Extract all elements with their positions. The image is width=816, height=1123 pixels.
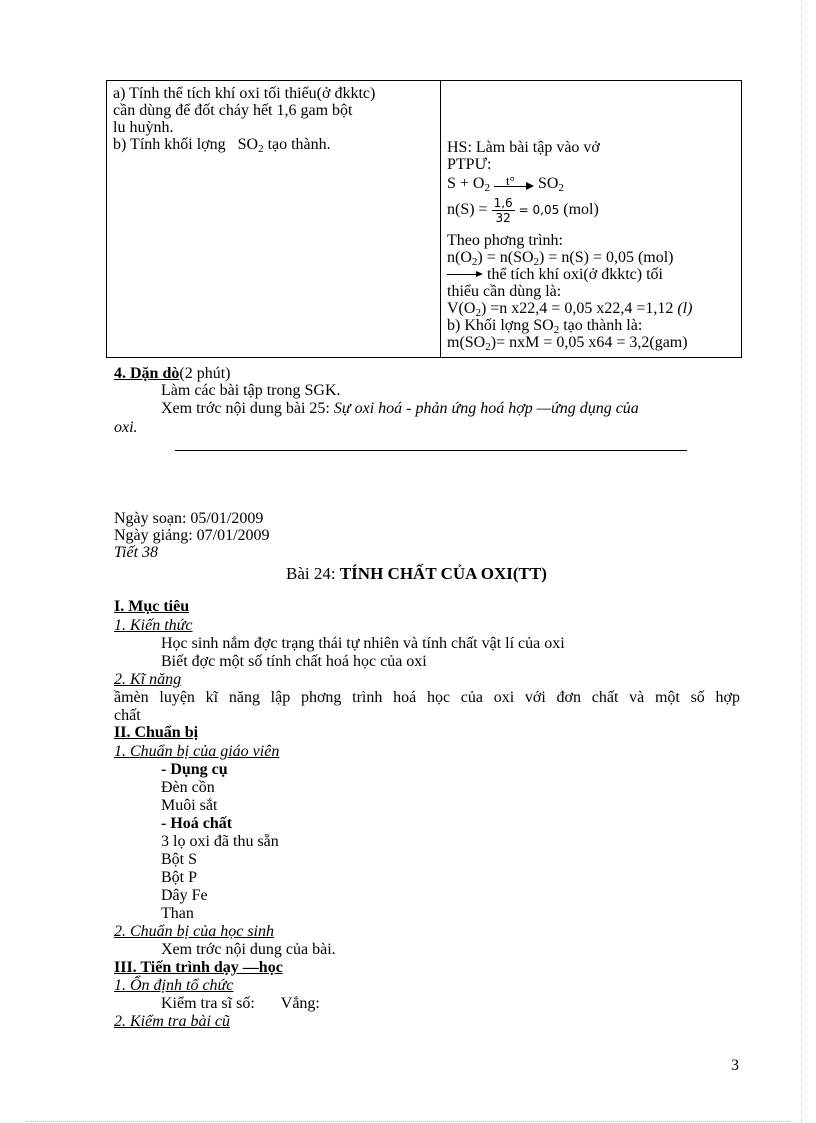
subsection-kiem-tra-bai-cu: 2. Kiểm tra bài cũ — [114, 1013, 230, 1030]
volume-intro-2: thiểu cần dùng là: — [447, 283, 562, 300]
kien-thuc-2: Biết đợc một số tính chất hoá học của oxi — [161, 653, 427, 670]
section-muc-tieu: I. Mục tiêu — [114, 598, 190, 615]
section-chuan-bi: II. Chuẩn bị — [114, 724, 199, 741]
separator-line — [175, 450, 687, 451]
subsection-ki-nang: 2. Kĩ năng — [114, 671, 182, 688]
tiet: Tiết 38 — [114, 544, 159, 561]
question-a-line1: a) Tính thể tích khí oxi tối thiểu(ở đkktc) — [113, 85, 376, 102]
hoa-chat-1: 3 lọ oxi đã thu sẵn — [161, 833, 279, 850]
question-b: b) Tính khối lợng $SO_2$ tạo thành. — [113, 136, 331, 155]
ki-nang-1: ầmèn luyện kĩ năng lập phơng trình hoá học của oxi với đơn chất và một số hợp — [114, 689, 740, 706]
dando-line3: oxi. — [114, 419, 138, 436]
ptpu-label: PTPƯ: — [447, 156, 492, 173]
question-a-line3: lu huỳnh. — [113, 119, 174, 136]
subsection-on-dinh: 1. Ổn định tổ chức — [114, 977, 234, 994]
hoa-chat-4: Dây Fe — [161, 887, 208, 904]
ngay-soan: Ngày soạn: 05/01/2009 — [114, 510, 264, 527]
page-bottom-border — [26, 1121, 790, 1122]
hoa-chat-heading: - Hoá chất — [161, 815, 233, 832]
cb-hs-1: Xem trớc nội dung của bài. — [161, 941, 336, 958]
dando-heading: 4. Dặn dò(2 phút) — [114, 365, 231, 382]
hoa-chat-2: Bột S — [161, 851, 198, 868]
moles-s-line: n(S) = $\frac{1,6}{32}$ = 0,05 (mol) — [447, 196, 599, 225]
volume-intro: thể tích khí oxi(ở đkktc) tối — [447, 266, 737, 283]
arrow-icon — [447, 270, 483, 280]
reaction-arrow: t° — [494, 178, 534, 190]
hoa-chat-3: Bột P — [161, 869, 198, 886]
mole-relation: $n(O_2) = n(SO_2) = n(S) = 0,05$ (mol) — [447, 249, 674, 268]
answer-table — [106, 80, 742, 358]
lesson-title: Bài 24: TÍNH CHẤT CỦA OXI(TT) — [286, 564, 547, 583]
mass-intro: b) Khối lợng $SO_2$ tạo thành là: — [447, 317, 643, 336]
ki-nang-2: chất — [114, 707, 141, 724]
question-a-line2: cần dùng để đốt cháy hết 1,6 gam bột — [113, 102, 353, 119]
section-tien-trinh: III. Tiến trình dạy —học — [114, 959, 283, 976]
fraction: $\frac{1,6}{32}$ — [493, 196, 513, 225]
table-right-cell — [447, 139, 737, 351]
dando-line1: Làm các bài tập trong SGK. — [161, 382, 341, 399]
reaction-equation: $S + O_2$ t° $SO_2$ — [447, 173, 564, 194]
subsection-cb-hs: 2. Chuẩn bị của học sinh — [114, 923, 274, 940]
ngay-giang: Ngày giảng: 07/01/2009 — [114, 527, 270, 544]
page-right-border — [801, 0, 802, 1123]
table-left-cell — [113, 85, 433, 153]
hs-line: HS: Làm bài tập vào vở — [447, 139, 600, 156]
dung-cu-heading: - Dụng cụ — [161, 761, 228, 778]
dung-cu-2: Muôi sắt — [161, 797, 218, 814]
mass-line: $m(SO_2)=$ nxM = 0,05 x64 = 3,2(gam) — [447, 334, 688, 353]
dando-line2: Xem trớc nội dung bài 25: Sự oxi hoá - phản ứng hoá hợp —ứng dụng của — [161, 400, 639, 417]
volume-line: $V(O_2) =n$ x22,4 = 0,05 x22,4 =1,12 (l) — [447, 300, 693, 319]
table-divider — [440, 81, 441, 357]
theo-line: Theo phơng trình: — [447, 232, 563, 249]
page-number: 3 — [731, 1057, 739, 1074]
dung-cu-1: Đèn cồn — [161, 779, 215, 796]
subsection-kien-thuc: 1. Kiến thức — [114, 617, 193, 634]
hoa-chat-5: Than — [161, 905, 194, 922]
kien-thuc-1: Học sinh nắm đợc trạng thái tự nhiên và tính chất vật lí của oxi — [161, 635, 565, 652]
kiem-tra-si-so: Kiểm tra sĩ số: Vắng: — [161, 995, 320, 1012]
subsection-cb-gv: 1. Chuẩn bị của giáo viên — [114, 743, 280, 760]
